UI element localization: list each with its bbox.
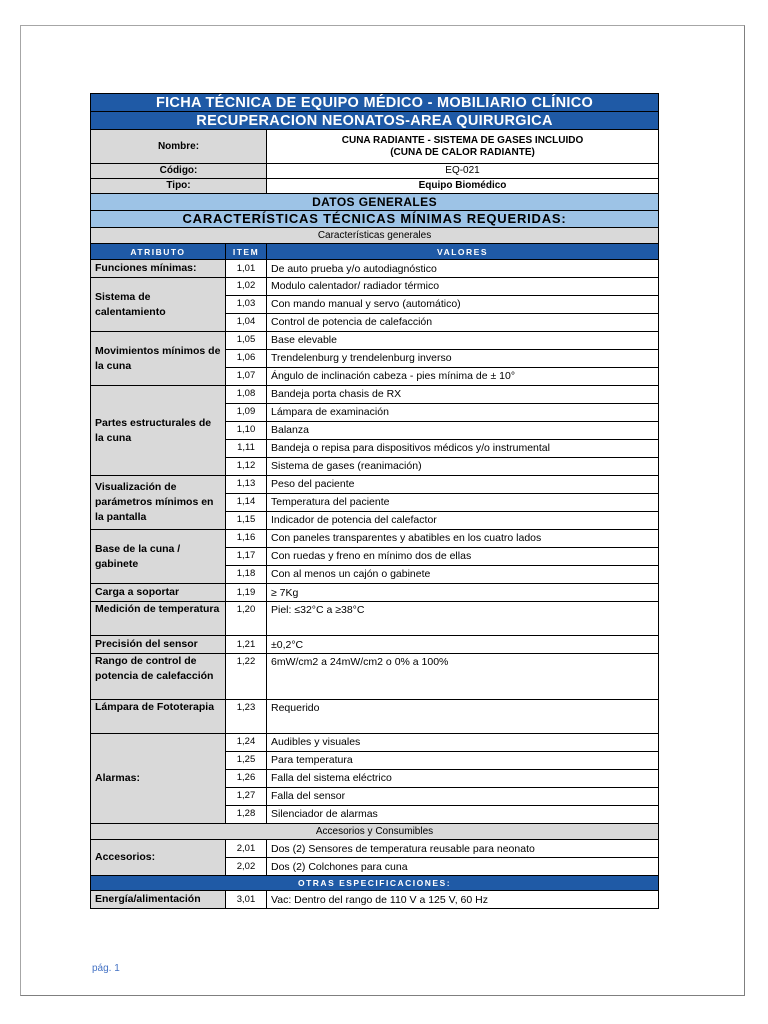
page-number: pág. 1 bbox=[92, 963, 120, 974]
attribute-cell: Accesorios: bbox=[91, 840, 226, 876]
value-cell: Vac: Dentro del rango de 110 V a 125 V, 60 Hz bbox=[267, 891, 659, 909]
item-cell: 1,21 bbox=[226, 636, 267, 654]
value-cell: Piel: ≤32°C a ≥38°C bbox=[267, 602, 659, 636]
value-cell: Indicador de potencia del calefactor bbox=[267, 512, 659, 530]
accesorios-header: Accesorios y Consumibles bbox=[91, 824, 659, 840]
attribute-cell: Energía/alimentación bbox=[91, 891, 226, 909]
item-cell: 3,01 bbox=[226, 891, 267, 909]
column-header-valores: VALORES bbox=[267, 244, 659, 260]
value-cell: Dos (2) Colchones para cuna bbox=[267, 858, 659, 876]
nombre-label: Nombre: bbox=[91, 130, 267, 164]
item-cell: 1,26 bbox=[226, 770, 267, 788]
value-cell: Balanza bbox=[267, 422, 659, 440]
nombre-value-line-2: (CUNA DE CALOR RADIANTE) bbox=[390, 146, 535, 158]
value-cell: Control de potencia de calefacción bbox=[267, 314, 659, 332]
value-cell: Requerido bbox=[267, 700, 659, 734]
item-cell: 1,18 bbox=[226, 566, 267, 584]
nombre-value bbox=[267, 130, 659, 164]
item-cell: 1,19 bbox=[226, 584, 267, 602]
tipo-label: Tipo: bbox=[91, 179, 267, 194]
value-cell: Falla del sistema eléctrico bbox=[267, 770, 659, 788]
caracteristicas-header: CARACTERÍSTICAS TÉCNICAS MÍNIMAS REQUERIDAS: bbox=[91, 211, 659, 228]
item-cell: 1,04 bbox=[226, 314, 267, 332]
table-row bbox=[91, 278, 659, 296]
item-cell: 2,01 bbox=[226, 840, 267, 858]
section-row bbox=[91, 876, 659, 891]
value-cell: De auto prueba y/o autodiagnóstico bbox=[267, 260, 659, 278]
value-cell: Con mando manual y servo (automático) bbox=[267, 296, 659, 314]
table-row bbox=[91, 654, 659, 700]
datos-generales-header: DATOS GENERALES bbox=[91, 194, 659, 211]
table-row bbox=[91, 476, 659, 494]
item-cell: 1,20 bbox=[226, 602, 267, 636]
table-row bbox=[91, 891, 659, 909]
attribute-cell: Medición de temperatura bbox=[91, 602, 226, 636]
item-cell: 2,02 bbox=[226, 858, 267, 876]
value-cell: Dos (2) Sensores de temperatura reusable para neonato bbox=[267, 840, 659, 858]
technical-sheet-table bbox=[90, 93, 659, 909]
item-cell: 1,01 bbox=[226, 260, 267, 278]
otras-especificaciones-header: OTRAS ESPECIFICACIONES: bbox=[91, 876, 659, 891]
table-row bbox=[91, 332, 659, 350]
attribute-cell: Carga a soportar bbox=[91, 584, 226, 602]
value-cell: Sistema de gases (reanimación) bbox=[267, 458, 659, 476]
value-cell: Ángulo de inclinación cabeza - pies mínima de ± 10° bbox=[267, 368, 659, 386]
table-row bbox=[91, 530, 659, 548]
item-cell: 1,09 bbox=[226, 404, 267, 422]
item-cell: 1,08 bbox=[226, 386, 267, 404]
value-cell: Con paneles transparentes y abatibles en los cuatro lados bbox=[267, 530, 659, 548]
item-cell: 1,15 bbox=[226, 512, 267, 530]
attribute-cell: Visualización de parámetros mínimos en la pantalla bbox=[91, 476, 226, 530]
value-cell: Con ruedas y freno en mínimo dos de ellas bbox=[267, 548, 659, 566]
table-row bbox=[91, 260, 659, 278]
table-row bbox=[91, 602, 659, 636]
column-header-atributo: ATRIBUTO bbox=[91, 244, 226, 260]
item-cell: 1,28 bbox=[226, 806, 267, 824]
item-cell: 1,17 bbox=[226, 548, 267, 566]
item-cell: 1,10 bbox=[226, 422, 267, 440]
tipo-value: Equipo Biomédico bbox=[267, 179, 659, 194]
table-row bbox=[91, 584, 659, 602]
value-cell: Trendelenburg y trendelenburg inverso bbox=[267, 350, 659, 368]
item-cell: 1,07 bbox=[226, 368, 267, 386]
attribute-cell: Rango de control de potencia de calefacción bbox=[91, 654, 226, 700]
value-cell: Bandeja porta chasis de RX bbox=[267, 386, 659, 404]
item-cell: 1,12 bbox=[226, 458, 267, 476]
value-cell: Para temperatura bbox=[267, 752, 659, 770]
attribute-cell: Movimientos mínimos de la cuna bbox=[91, 332, 226, 386]
value-cell: Temperatura del paciente bbox=[267, 494, 659, 512]
value-cell: Audibles y visuales bbox=[267, 734, 659, 752]
attribute-cell: Sistema de calentamiento bbox=[91, 278, 226, 332]
attribute-cell: Alarmas: bbox=[91, 734, 226, 824]
codigo-value: EQ-021 bbox=[267, 164, 659, 179]
value-cell: Silenciador de alarmas bbox=[267, 806, 659, 824]
table-row bbox=[91, 700, 659, 734]
value-cell: Bandeja o repisa para dispositivos médicos y/o instrumental bbox=[267, 440, 659, 458]
item-cell: 1,13 bbox=[226, 476, 267, 494]
item-cell: 1,11 bbox=[226, 440, 267, 458]
item-cell: 1,05 bbox=[226, 332, 267, 350]
attribute-cell: Base de la cuna / gabinete bbox=[91, 530, 226, 584]
attribute-cell: Funciones mínimas: bbox=[91, 260, 226, 278]
value-cell: Modulo calentador/ radiador térmico bbox=[267, 278, 659, 296]
item-cell: 1,06 bbox=[226, 350, 267, 368]
value-cell: Peso del paciente bbox=[267, 476, 659, 494]
table-row bbox=[91, 386, 659, 404]
value-cell: ≥ 7Kg bbox=[267, 584, 659, 602]
codigo-label: Código: bbox=[91, 164, 267, 179]
value-cell: Falla del sensor bbox=[267, 788, 659, 806]
item-cell: 1,25 bbox=[226, 752, 267, 770]
attribute-cell: Lámpara de Fototerapia bbox=[91, 700, 226, 734]
item-cell: 1,03 bbox=[226, 296, 267, 314]
nombre-value-line-1: CUNA RADIANTE - SISTEMA DE GASES INCLUIDO bbox=[341, 134, 584, 146]
attribute-cell: Partes estructurales de la cuna bbox=[91, 386, 226, 476]
table-row bbox=[91, 840, 659, 858]
item-cell: 1,24 bbox=[226, 734, 267, 752]
item-cell: 1,22 bbox=[226, 654, 267, 700]
attribute-cell: Precisión del sensor bbox=[91, 636, 226, 654]
value-cell: ±0,2°C bbox=[267, 636, 659, 654]
value-cell: Lámpara de examinación bbox=[267, 404, 659, 422]
table-row bbox=[91, 636, 659, 654]
item-cell: 1,16 bbox=[226, 530, 267, 548]
sheet-title: FICHA TÉCNICA DE EQUIPO MÉDICO - MOBILIARIO CLÍNICO bbox=[91, 94, 659, 112]
caracteristicas-generales-header: Características generales bbox=[91, 228, 659, 244]
sheet-subtitle: RECUPERACION NEONATOS-AREA QUIRURGICA bbox=[91, 112, 659, 130]
item-cell: 1,14 bbox=[226, 494, 267, 512]
table-row bbox=[91, 734, 659, 752]
item-cell: 1,02 bbox=[226, 278, 267, 296]
value-cell: 6mW/cm2 a 24mW/cm2 o 0% a 100% bbox=[267, 654, 659, 700]
section-row bbox=[91, 824, 659, 840]
value-cell: Base elevable bbox=[267, 332, 659, 350]
item-cell: 1,23 bbox=[226, 700, 267, 734]
column-header-item: ITEM bbox=[226, 244, 267, 260]
item-cell: 1,27 bbox=[226, 788, 267, 806]
value-cell: Con al menos un cajón o gabinete bbox=[267, 566, 659, 584]
